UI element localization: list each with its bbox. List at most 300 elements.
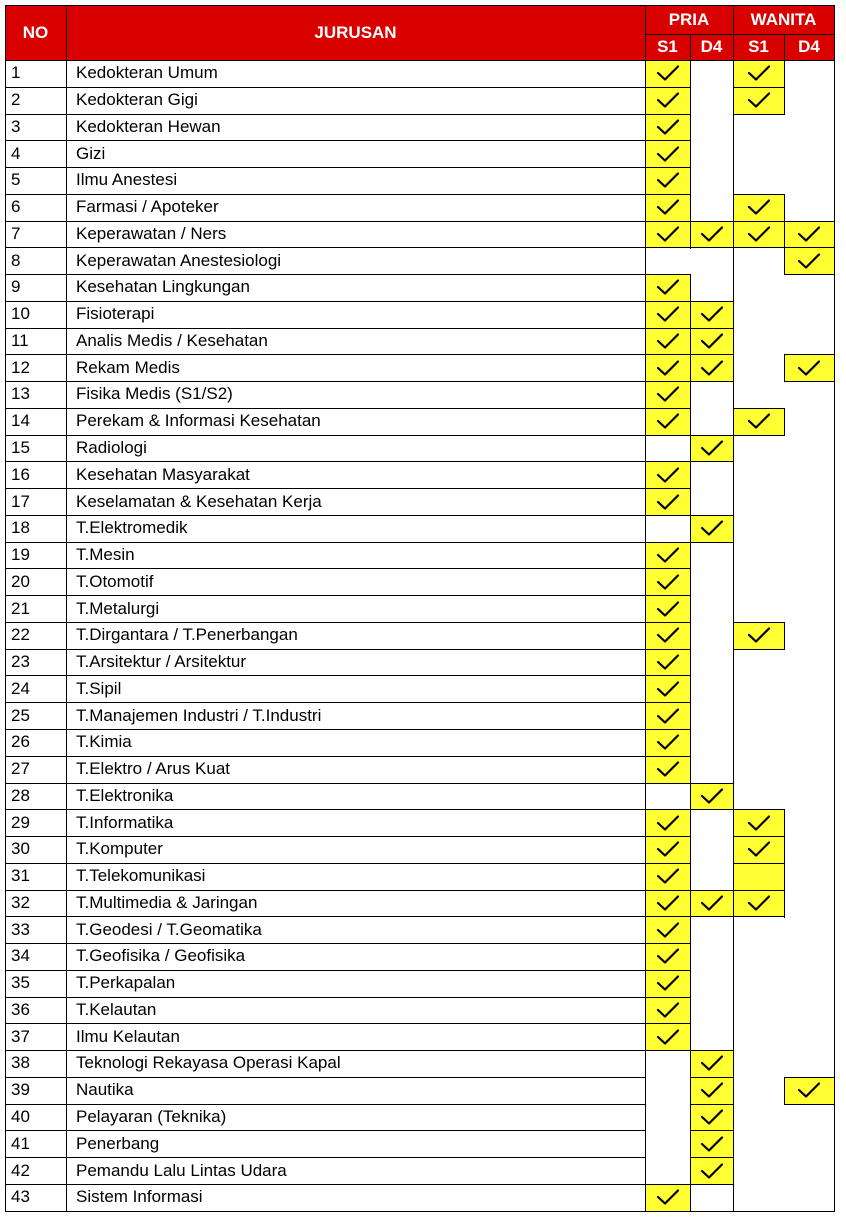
major-name: T.Manajemen Industri / T.Industri xyxy=(76,705,322,725)
grid-line xyxy=(5,408,646,409)
row-number: 10 xyxy=(11,304,30,324)
grid-line xyxy=(690,1104,691,1132)
row-number: 15 xyxy=(11,438,30,457)
major-name: T.Perkapalan xyxy=(76,973,176,993)
row-number: 25 xyxy=(11,705,30,725)
row-number: 37 xyxy=(11,1026,30,1046)
check-icon xyxy=(656,1188,680,1206)
cell-pria-s1 xyxy=(645,328,690,355)
cell-pria-s1 xyxy=(645,408,690,435)
cell-wanita-s1 xyxy=(733,622,784,649)
major-name: T.Geodesi / T.Geomatika xyxy=(76,919,262,939)
grid-line xyxy=(645,1184,646,1212)
cell-pria-s1 xyxy=(645,622,690,649)
cell-pria-s1 xyxy=(645,649,690,676)
cell-wanita-s1 xyxy=(733,221,784,248)
grid-line xyxy=(5,5,6,1212)
cell-pria-s1 xyxy=(645,836,690,863)
cell-pria-d4 xyxy=(690,221,733,248)
check-icon xyxy=(656,974,680,992)
cell-wanita-d4 xyxy=(784,1077,834,1104)
major-name: Radiologi xyxy=(76,438,147,457)
grid-line xyxy=(784,1077,785,1105)
row-number: 41 xyxy=(11,1133,30,1153)
grid-line xyxy=(645,568,691,569)
check-icon xyxy=(747,198,771,216)
grid-line xyxy=(645,140,691,141)
grid-line xyxy=(784,890,785,918)
major-name: Keperawatan Anestesiologi xyxy=(76,250,282,270)
check-icon xyxy=(700,894,724,912)
grid-line xyxy=(690,435,734,436)
grid-line xyxy=(645,997,646,1025)
grid-line xyxy=(5,1157,646,1158)
grid-line xyxy=(690,515,691,543)
major-name: Ilmu Anestesi xyxy=(76,170,178,190)
grid-line xyxy=(784,274,835,275)
check-icon xyxy=(747,840,771,858)
grid-line xyxy=(690,916,734,917)
grid-line xyxy=(784,381,835,382)
grid-line xyxy=(645,916,691,917)
grid-line xyxy=(733,809,785,810)
row-number: 36 xyxy=(11,999,30,1019)
grid-line xyxy=(784,221,785,249)
grid-line xyxy=(834,221,835,249)
grid-line xyxy=(5,1184,646,1185)
grid-line xyxy=(690,328,734,329)
grid-line xyxy=(5,60,835,61)
grid-line xyxy=(645,836,691,837)
grid-line xyxy=(645,542,646,570)
major-name: T.Komputer xyxy=(76,839,163,859)
cell-pria-s1 xyxy=(645,916,690,943)
cell-pria-s1 xyxy=(645,970,690,997)
grid-line xyxy=(733,247,785,248)
grid-line xyxy=(733,863,785,864)
grid-line xyxy=(645,649,646,677)
grid-line xyxy=(645,890,646,918)
header-pria-d4: D4 xyxy=(690,34,733,60)
grid-line xyxy=(645,1023,691,1024)
cell-pria-d4 xyxy=(690,435,733,462)
grid-line xyxy=(645,488,646,516)
cell-pria-d4 xyxy=(690,1104,733,1131)
cell-wanita-s1 xyxy=(733,836,784,863)
grid-line xyxy=(645,515,691,516)
grid-line xyxy=(645,60,646,88)
grid-line xyxy=(690,783,734,784)
check-icon xyxy=(656,1001,680,1019)
row-number: 22 xyxy=(11,625,30,645)
grid-line xyxy=(645,702,691,703)
check-icon xyxy=(656,840,680,858)
grid-line xyxy=(690,60,691,88)
grid-line xyxy=(645,328,691,329)
grid-line xyxy=(733,1077,734,1105)
major-name: T.Informatika xyxy=(76,812,174,832)
grid-line xyxy=(5,114,646,115)
cell-pria-s1 xyxy=(645,1023,690,1050)
grid-line xyxy=(733,328,734,356)
cell-wanita-s1 xyxy=(733,408,784,435)
grid-line xyxy=(5,649,646,650)
grid-line xyxy=(645,1050,691,1051)
row-number: 43 xyxy=(11,1187,30,1207)
check-icon xyxy=(656,947,680,965)
grid-line xyxy=(645,140,646,168)
grid-line xyxy=(645,274,646,302)
grid-line xyxy=(784,87,785,115)
check-icon xyxy=(656,359,680,377)
check-icon xyxy=(656,867,680,885)
major-name: Gizi xyxy=(76,143,106,163)
grid-line xyxy=(5,381,646,382)
grid-line xyxy=(690,221,734,222)
check-icon xyxy=(700,1108,724,1126)
grid-line xyxy=(690,542,691,570)
grid-line xyxy=(784,194,785,222)
grid-line xyxy=(645,595,691,596)
grid-line xyxy=(645,997,691,998)
row-number: 21 xyxy=(11,598,30,618)
row-number: 4 xyxy=(11,143,21,163)
major-name: T.Metalurgi xyxy=(76,598,160,618)
grid-line xyxy=(690,916,691,944)
check-icon xyxy=(656,814,680,832)
row-number: 9 xyxy=(11,277,21,297)
cell-pria-s1 xyxy=(645,675,690,702)
grid-line xyxy=(733,836,734,864)
cell-pria-s1 xyxy=(645,114,690,141)
grid-line xyxy=(690,622,691,650)
grid-line xyxy=(645,622,691,623)
grid-line xyxy=(645,461,691,462)
check-icon xyxy=(656,145,680,163)
cell-pria-s1 xyxy=(645,595,690,622)
grid-line xyxy=(784,354,785,382)
grid-line xyxy=(645,408,646,436)
major-name: T.Kelautan xyxy=(76,999,157,1019)
cell-pria-d4 xyxy=(690,515,733,542)
grid-line xyxy=(645,568,646,596)
grid-line xyxy=(784,354,835,355)
major-name: T.Otomotif xyxy=(76,571,154,591)
row-number: 1 xyxy=(11,63,21,83)
row-number: 17 xyxy=(11,491,30,511)
grid-line xyxy=(690,194,691,222)
cell-pria-s1 xyxy=(645,756,690,783)
grid-line xyxy=(645,60,691,61)
check-icon xyxy=(797,252,821,270)
grid-line xyxy=(5,1023,646,1024)
grid-line xyxy=(690,87,691,115)
grid-line xyxy=(690,301,691,329)
grid-line xyxy=(690,167,691,195)
grid-line xyxy=(690,1184,691,1212)
row-number: 7 xyxy=(11,223,21,243)
major-name: T.Elektronika xyxy=(76,785,174,805)
check-icon xyxy=(656,91,680,109)
major-name: T.Elektromedik xyxy=(76,518,188,538)
grid-line xyxy=(5,702,646,703)
row-number: 12 xyxy=(11,357,30,377)
grid-line xyxy=(733,301,734,329)
grid-line xyxy=(690,381,734,382)
row-number: 24 xyxy=(11,678,30,698)
check-icon xyxy=(700,1162,724,1180)
cell-pria-s1 xyxy=(645,354,690,381)
cell-pria-s1 xyxy=(645,863,690,890)
grid-line xyxy=(834,1077,835,1105)
grid-line xyxy=(5,167,646,168)
row-number: 30 xyxy=(11,839,30,859)
major-name: Nautika xyxy=(76,1080,134,1100)
cell-pria-s1 xyxy=(645,1184,690,1211)
row-number: 13 xyxy=(11,384,30,404)
grid-line xyxy=(5,274,646,275)
major-name: Kedokteran Gigi xyxy=(76,90,198,110)
cell-pria-s1 xyxy=(645,274,690,301)
check-icon xyxy=(656,733,680,751)
row-number: 26 xyxy=(11,732,30,752)
check-icon xyxy=(747,894,771,912)
cell-pria-s1 xyxy=(645,542,690,569)
cell-pria-s1 xyxy=(645,729,690,756)
grid-line xyxy=(690,1077,691,1105)
cell-pria-s1 xyxy=(645,702,690,729)
cell-pria-d4 xyxy=(690,1077,733,1104)
grid-line xyxy=(690,702,691,730)
grid-line xyxy=(645,836,646,864)
row-number: 23 xyxy=(11,652,30,672)
check-icon xyxy=(656,546,680,564)
check-icon xyxy=(700,359,724,377)
cell-wanita-s1 xyxy=(733,60,784,87)
major-name: T.Multimedia & Jaringan xyxy=(76,892,258,912)
grid-line xyxy=(645,595,646,623)
row-number: 2 xyxy=(11,90,21,110)
grid-line xyxy=(5,328,646,329)
grid-line xyxy=(733,354,734,382)
cell-pria-d4 xyxy=(690,1050,733,1077)
grid-line xyxy=(645,488,691,489)
grid-line xyxy=(733,1050,734,1078)
grid-line xyxy=(645,1184,691,1185)
grid-line xyxy=(645,328,646,356)
major-name: Rekam Medis xyxy=(76,357,180,377)
grid-line xyxy=(5,435,646,436)
check-icon xyxy=(747,626,771,644)
major-name: T.Sipil xyxy=(76,678,122,698)
row-number: 27 xyxy=(11,759,30,779)
grid-line xyxy=(784,247,785,275)
grid-line xyxy=(690,1130,734,1131)
cell-pria-s1 xyxy=(645,943,690,970)
grid-line xyxy=(690,756,691,784)
cell-wanita-s1 xyxy=(733,87,784,114)
grid-line xyxy=(5,809,646,810)
check-icon xyxy=(656,305,680,323)
check-icon xyxy=(700,332,724,350)
check-icon xyxy=(747,91,771,109)
major-name: Perekam & Informasi Kesehatan xyxy=(76,411,321,431)
grid-line xyxy=(5,301,646,302)
grid-line xyxy=(690,354,691,382)
major-name: T.Kimia xyxy=(76,732,132,752)
check-icon xyxy=(656,680,680,698)
grid-line xyxy=(690,247,734,248)
grid-line xyxy=(733,221,785,222)
grid-line xyxy=(5,515,646,516)
grid-line xyxy=(5,756,646,757)
grid-line xyxy=(645,622,646,650)
check-icon xyxy=(656,493,680,511)
row-number: 29 xyxy=(11,812,30,832)
grid-line xyxy=(690,863,691,891)
check-icon xyxy=(656,707,680,725)
check-icon xyxy=(656,573,680,591)
grid-line xyxy=(733,221,734,249)
grid-line xyxy=(645,221,691,222)
grid-line xyxy=(645,274,691,275)
row-number: 31 xyxy=(11,866,30,886)
grid-line xyxy=(5,354,646,355)
row-number: 5 xyxy=(11,170,21,190)
check-icon xyxy=(700,225,724,243)
grid-line xyxy=(645,890,691,891)
grid-line xyxy=(5,890,646,891)
grid-line xyxy=(5,140,646,141)
grid-line xyxy=(784,836,785,864)
grid-line xyxy=(733,622,734,650)
major-name: Fisioterapi xyxy=(76,304,155,324)
check-icon xyxy=(656,332,680,350)
grid-line xyxy=(5,1211,835,1212)
grid-line xyxy=(66,5,67,1212)
major-name: Kedokteran Hewan xyxy=(76,116,221,136)
grid-line xyxy=(5,729,646,730)
grid-line xyxy=(834,354,835,382)
check-icon xyxy=(656,278,680,296)
grid-line xyxy=(5,836,646,837)
major-name: T.Mesin xyxy=(76,545,135,565)
grid-line xyxy=(733,1130,734,1158)
major-name: T.Dirgantara / T.Penerbangan xyxy=(76,625,298,645)
grid-line xyxy=(690,381,691,409)
check-icon xyxy=(656,225,680,243)
row-number: 42 xyxy=(11,1160,30,1180)
check-icon xyxy=(656,385,680,403)
cell-pria-s1 xyxy=(645,140,690,167)
check-icon xyxy=(656,466,680,484)
grid-line xyxy=(645,809,646,837)
grid-line xyxy=(645,729,691,730)
grid-line xyxy=(784,1104,835,1105)
row-number: 38 xyxy=(11,1053,30,1073)
check-icon xyxy=(797,225,821,243)
grid-line xyxy=(690,809,734,810)
grid-line xyxy=(645,863,691,864)
grid-line xyxy=(690,1023,691,1051)
major-name: Kesehatan Masyarakat xyxy=(76,464,250,484)
grid-line xyxy=(784,622,785,650)
grid-line xyxy=(645,729,646,757)
major-name: T.Geofisika / Geofisika xyxy=(76,946,246,966)
grid-line xyxy=(645,863,646,891)
grid-line xyxy=(690,675,691,703)
grid-line xyxy=(733,60,785,61)
grid-line xyxy=(645,167,646,195)
grid-line xyxy=(733,194,785,195)
grid-line xyxy=(645,194,646,222)
major-name: Fisika Medis (S1/S2) xyxy=(76,384,233,404)
grid-line xyxy=(5,461,646,462)
grid-line xyxy=(5,675,646,676)
grid-line xyxy=(733,87,785,88)
grid-line xyxy=(690,34,691,60)
row-number: 8 xyxy=(11,250,21,270)
grid-line xyxy=(733,114,785,115)
grid-line xyxy=(5,916,646,917)
grid-line xyxy=(733,890,734,918)
major-name: Kedokteran Umum xyxy=(76,63,218,83)
grid-line xyxy=(5,1104,646,1105)
grid-line xyxy=(690,783,691,811)
cell-wanita-s1 xyxy=(733,863,784,890)
row-number: 33 xyxy=(11,919,30,939)
cell-pria-s1 xyxy=(645,461,690,488)
major-name: Analis Medis / Kesehatan xyxy=(76,330,268,350)
grid-line xyxy=(690,568,691,596)
row-number: 18 xyxy=(11,518,30,538)
cell-pria-s1 xyxy=(645,221,690,248)
grid-line xyxy=(645,114,646,142)
grid-line xyxy=(690,1130,691,1158)
check-icon xyxy=(747,64,771,82)
grid-line xyxy=(733,515,734,543)
grid-line xyxy=(733,649,785,650)
row-number: 34 xyxy=(11,946,30,966)
grid-line xyxy=(645,675,691,676)
grid-line xyxy=(690,1077,734,1078)
grid-line xyxy=(690,274,691,302)
grid-line xyxy=(690,1157,691,1185)
grid-line xyxy=(784,221,835,222)
grid-line xyxy=(5,221,646,222)
major-name: Keselamatan & Kesehatan Kerja xyxy=(76,491,322,511)
grid-line xyxy=(645,167,691,168)
header-pria-s1: S1 xyxy=(645,34,690,60)
grid-line xyxy=(5,87,646,88)
grid-line xyxy=(690,1050,734,1051)
header-no: NO xyxy=(5,5,66,60)
grid-line xyxy=(645,354,646,382)
grid-line xyxy=(690,997,691,1025)
check-icon xyxy=(656,198,680,216)
check-icon xyxy=(656,171,680,189)
grid-line xyxy=(645,87,646,115)
grid-line xyxy=(5,1077,646,1078)
check-icon xyxy=(700,519,724,537)
header-jurusan: JURUSAN xyxy=(66,5,645,60)
grid-line xyxy=(690,595,691,623)
header-wanita-d4: D4 xyxy=(784,34,834,60)
check-icon xyxy=(656,626,680,644)
grid-line xyxy=(690,221,691,249)
cell-wanita-d4 xyxy=(784,354,834,381)
grid-line xyxy=(690,301,734,302)
